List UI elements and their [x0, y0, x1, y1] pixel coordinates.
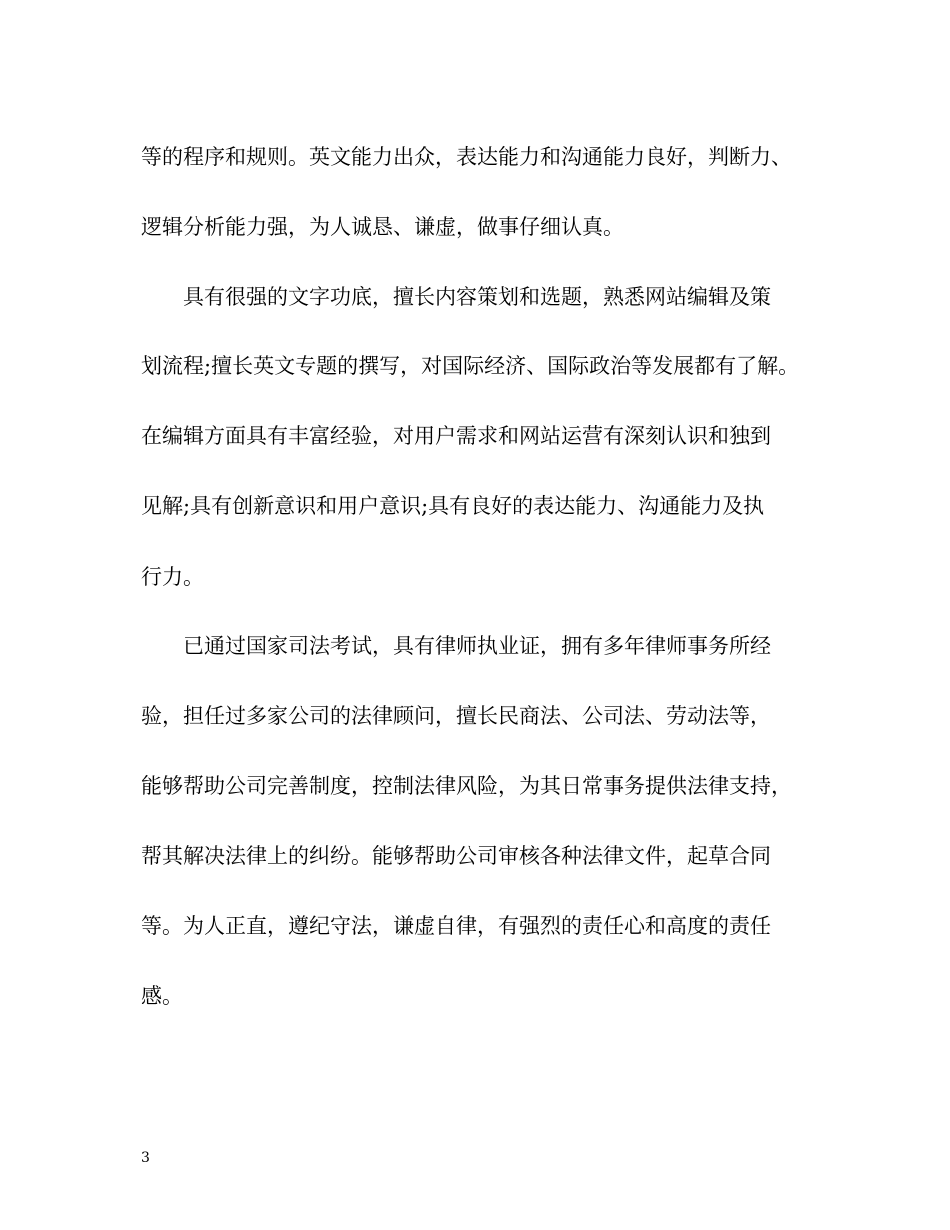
text-line: 划流程;擅长英文专题的撰写，对国际经济、国际政治等发展都有了解。: [141, 354, 800, 378]
text-line: 见解;具有创新意识和用户意识;具有良好的表达能力、沟通能力及执: [141, 494, 765, 518]
text-line: 验，担任过多家公司的法律顾问，擅长民商法、公司法、劳动法等，: [141, 704, 771, 728]
text-line: 帮其解决法律上的纠纷。能够帮助公司审核各种法律文件，起草合同: [141, 844, 771, 868]
text-line: 等的程序和规则。英文能力出众，表达能力和沟通能力良好，判断力、: [141, 145, 792, 169]
text-line: 行力。: [141, 565, 204, 589]
text-line: 等。为人正直，遵纪守法，谦虚自律，有强烈的责任心和高度的责任: [141, 914, 771, 938]
page-number: 3: [141, 1150, 150, 1166]
text-line: 感。: [141, 984, 183, 1008]
text-line: 在编辑方面具有丰富经验，对用户需求和网站运营有深刻认识和独到: [141, 424, 771, 448]
text-line: 逻辑分析能力强，为人诚恳、谦虚，做事仔细认真。: [141, 215, 624, 239]
text-line: 具有很强的文字功底，擅长内容策划和选题，熟悉网站编辑及策: [141, 285, 771, 309]
text-line: 能够帮助公司完善制度，控制法律风险，为其日常事务提供法律支持，: [141, 774, 792, 798]
text-line: 已通过国家司法考试，具有律师执业证，拥有多年律师事务所经: [141, 634, 771, 658]
